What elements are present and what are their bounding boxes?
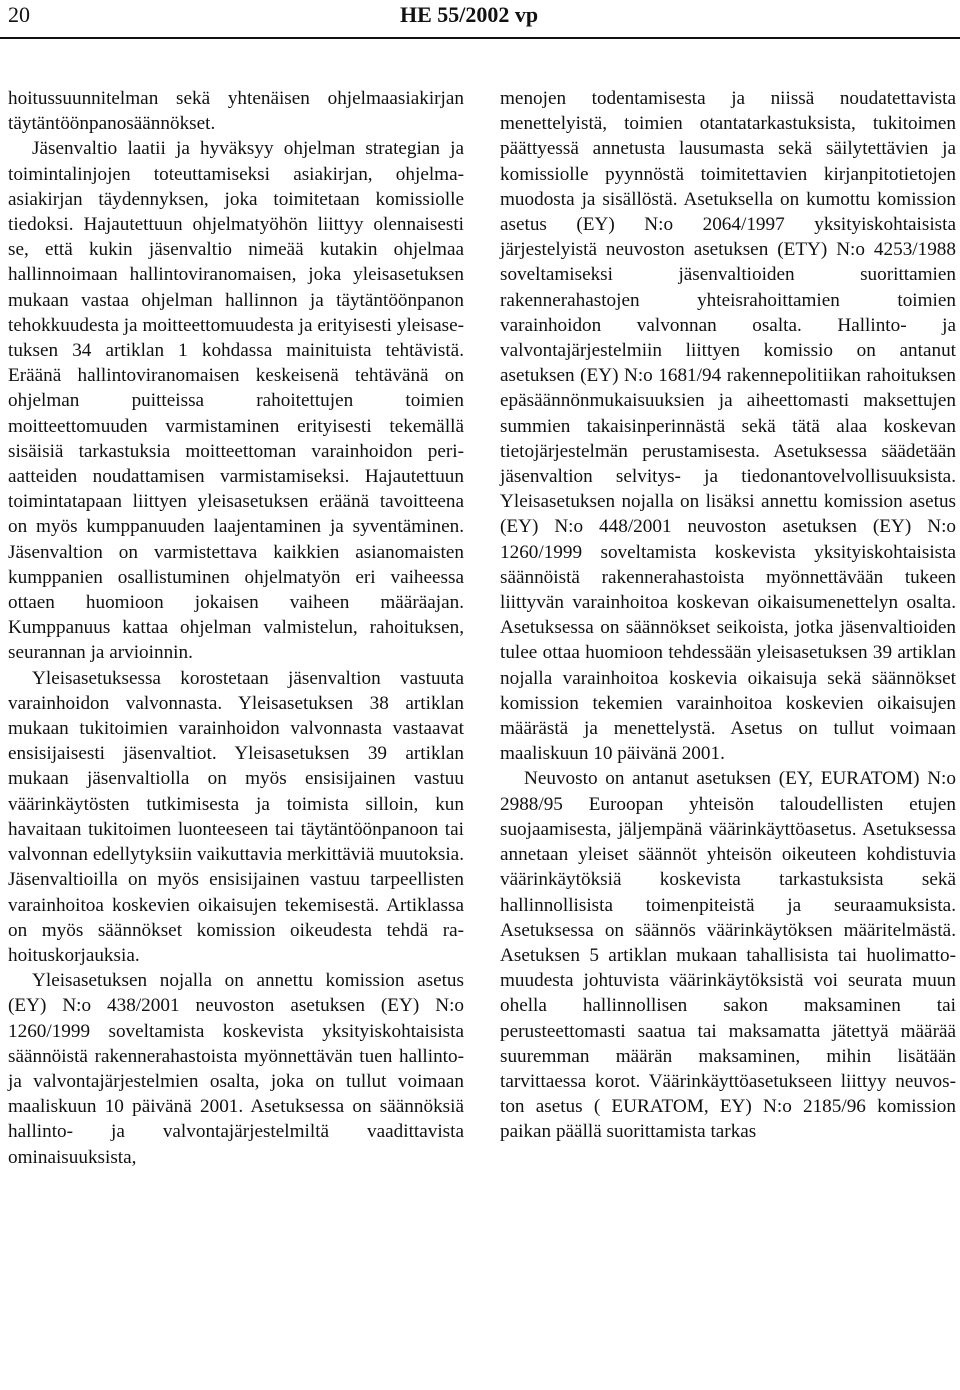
paragraph: Yleisasetuksen nojalla on annettu komission asetus (EY) N:o 438/2001 neuvoston asetuksen (EY) N:o 1260/1999 soveltamista koskevista yksityiskohtaisista säännöistä rakennerahastoista myönnettävän tuen hallintoja valvontajärjestelmien osalta, joka on tullut voimaan maaliskuun 10 päivänä 2001. Asetuksessa on säännöksiä hallinto- ja valvontajärjestelmiltä vaadittavista ominaisuuksista, — [8, 970, 464, 1168]
left-column — [8, 86, 464, 1170]
page-header — [0, 0, 960, 46]
paragraph: menojen todentamisesta ja niissä noudatettavista menettelyistä, toimien otantatarkastuksista, tukitoimen päättyessä annetusta lausumasta sekä säilytettävien ja komissiolle pyynnöstä toimitettavien kirjanpitotietojen muodosta ja sisällöstä. Asetuksella on kumottu komission asetus (EY) N:o 2064/1997 yksityiskohtaisista järjestelyistä neuvoston asetuksen (ETY) N:o 4253/1988 soveltamiseksi jäsenvaltioiden suorittamien rakennerahastojen yhteisrahoittamien toimien varainhoidon valvonnan osalta. Hallinto- ja valvontajärjestelmiin liittyen komissio on antanut asetuksen (EY) N:o 1681/94 rakennepolitiikan rahoituksen epäsäännönmukaisuuksien ja aiheettomasti maksettujen summien takaisinperinnästä sekä tätä alaa koskevan tietojärjestelmän perustamisesta. Asetuksessa säädetään jäsenvaltion selvitys- ja tiedonantovelvollisuuksista. Yleisasetuksen nojalla on lisäksi annettu komission asetus (EY) N:o 448/2001 neuvoston asetuksen (EY) N:o 1260/1999 soveltamista koskevista yksityiskohtaisista säännöistä rakennerahastoista myönnettävään tukeen liittyvän varainhoitoa koskevan oikaisumenettelyn osalta. Asetuksessa on säännökset seikoista, jotka jäsenvaltioiden tulee ottaa huomioon tehdessään yleisasetuksen 39 artiklan nojalla varainhoitoa koskevia oikaisuja sekä säännökset komission tekemien varainhoitoa koskevien oikaisujen määrästä ja menettelystä. Asetus on tullut voimaan maaliskuun 10 päivänä 2001. — [500, 88, 956, 765]
paragraph: Neuvosto on antanut asetuksen (EY, EURATOM) N:o 2988/95 Euroopan yhteisön taloudellisten etujen suojaamisesta, jäljempänä väärinkäyttöasetus. Asetuksessa annetaan yleiset säännöt yhteisön oikeuteen kohdistuvia väärinkäytöksiä koskevista tarkastuksista sekä hallinnollisista toimenpiteistä ja seuraamuksista. Asetuksessa on säännös väärinkäytöksen määritelmästä. Asetuksen 5 artiklan mukaan tahallisista tai huolimattomuudesta johtuvista väärinkäytöksistä voi seurata muun ohella hallinnollisen sakon maksaminen tai perusteettomasti saatua tai maksamatta jätettyä määrää suuremman määrän maksaminen, mihin lisätään tarvittaessa korot. Väärinkäyttöasetukseen liittyy neuvoston asetus ( EURATOM, EY) N:o 2185/96 komission paikan päällä suorittamista tarkas — [500, 768, 956, 1143]
right-column — [500, 86, 956, 1145]
paragraph: Yleisasetuksessa korostetaan jäsenvaltion vastuuta varainhoidon valvonnasta. Yleisasetuksen 38 artiklan mukaan tukitoimien varainhoidon valvonnasta vastaavat ensisijaisesti jäsenvaltiot. Yleisasetuksen 39 artiklan mukaan jäsenvaltiolla on myös ensisijainen vastuu väärinkäytösten tutkimisesta ja toimista silloin, kun havaitaan tukitoimen luonteeseen tai täytäntöönpanoon tai valvonnan edellytyksiin vaikuttavia merkittäviä muutoksia. Jäsenvaltioilla on myös ensisijainen vastuu tarpeellisten varainhoitoa koskevien oikaisujen tekemisestä. Artiklassa on myös säännökset komission oikeudesta tehdä rahoituskorjauksia. — [8, 667, 464, 966]
header-rule — [0, 37, 960, 39]
paragraph: Jäsenvaltio laatii ja hyväksyy ohjelman strategian ja toimintalinjojen toteuttamiseksi asiakirjan, ohjelma-asiakirjan täydennyksen, joka toimitetaan komissiolle tiedoksi. Hajautettuun ohjelmatyöhön liittyy olennaisesti se, että kukin jäsenvaltio nimeää kutakin ohjelmaa hallinnoimaan hallintoviranomaisen, joka yleisasetuksen mukaan vastaa ohjelman hallinnon ja täytäntöönpanon tehokkuudesta ja moitteettomuudesta ja erityisesti yleisasetuksen 34 artiklan 1 kohdassa mainituista tehtävistä. Eräänä hallintoviranomaisen keskeisenä tehtävänä on ohjelman puitteissa rahoitettujen toimien moitteettomuuden varmistaminen erityisesti tekemällä sisäisiä tarkastuksia moitteettoman varainhoidon periaatteiden noudattamisen varmistamiseksi. Hajautettuun toimintatapaan liittyen yleisasetuksen eräänä tavoitteena on myös kumppanuuden laajentaminen ja syventäminen. Jäsenvaltion on varmistettava kaikkien asianomaisten kumppanien osallistuminen ohjelmatyön eri vaiheessa ottaen huomioon jokaisen vaiheen määräajan. Kumppanuus kattaa ohjelman valmistelun, rahoituksen, seurannan ja arvioinnin. — [8, 138, 464, 664]
document-id: HE 55/2002 vp — [400, 2, 539, 27]
paragraph: hoitussuunnitelman sekä yhtenäisen ohjelmaasiakirjan täytäntöönpanosäännökset. — [8, 88, 464, 135]
page-number: 20 — [8, 2, 30, 27]
